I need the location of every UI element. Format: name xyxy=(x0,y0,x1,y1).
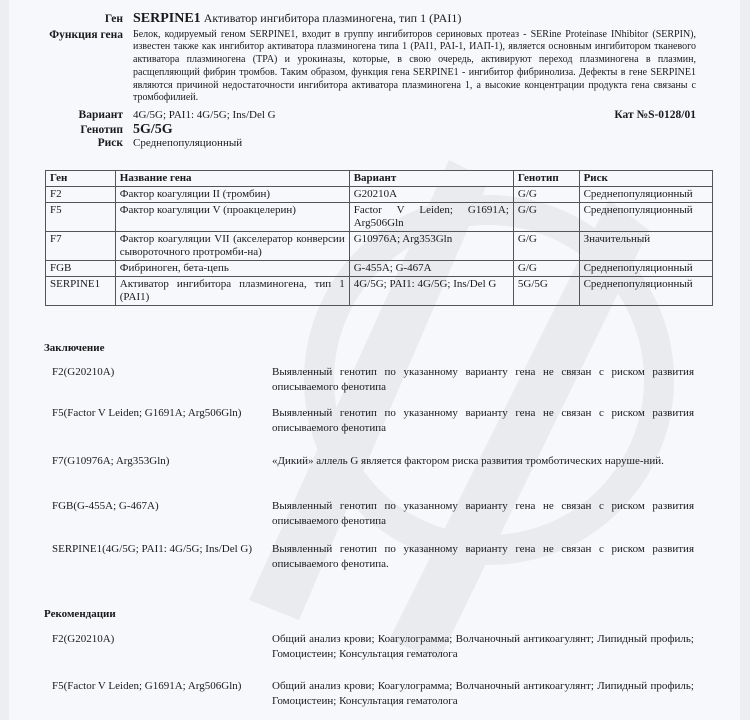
conclusion-text: «Дикий» аллель G является фактором риска развития тромботических наруше-ний. xyxy=(272,455,664,467)
cell-variant: G10976A; Arg353Gln xyxy=(349,232,513,261)
risk-label: Риск xyxy=(97,137,123,150)
recommendations-title: Рекомендации xyxy=(44,608,116,620)
function-text: Белок, кодируемый геном SERPINE1, входит в группу ингибиторов сериновых протеаз - SERine Proteinase INhibitor (SERPIN), известен также как ингибитор активатора плазминогена типа 1 (PAI1, PAI-1, ИАП-1), является основным ингибитором тканевого активатора плазминогена (TPA) и урокиназы, которые, в свою очередь, активируют переход плазминогена в плазмин, расщепляющий фибрин тромбов. Таким образом, функция гена SERPINE1 - ингибитор фибринолиза. Дефекты в гене SERPINE1 являются причиной недостаточности ингибитора активатора плазминогена 1, а высокие концентрации продукта гена связаны с тромбофилией. xyxy=(133,28,696,104)
gene-header xyxy=(9,12,740,151)
cell-variant: G20210A xyxy=(349,187,513,203)
table-header-row xyxy=(46,171,713,187)
conclusion-title: Заключение xyxy=(44,342,105,354)
recommendation-text: Общий анализ крови; Коагулограмма; Волчаночный антикоагулянт; Липидный профиль; Гомоцистеин; Консультация гематолога xyxy=(272,633,694,660)
cell-gene: SERPINE1 xyxy=(46,277,116,306)
table-row xyxy=(46,277,713,306)
conclusion-key: SERPINE1(4G/5G; PAI1: 4G/5G; Ins/Del G) xyxy=(52,543,253,555)
cell-genotype: 5G/5G xyxy=(513,277,579,306)
gene-name: Активатор ингибитора плазминогена, тип 1 (PAI1) xyxy=(203,11,462,25)
recommendation-item xyxy=(52,679,712,709)
conclusion-item xyxy=(52,406,712,436)
catalog-number: Кат №S-0128/01 xyxy=(614,109,696,122)
table-row xyxy=(46,232,713,261)
conclusion-text: Выявленный генотип по указанному варианту гена не связан с риском развития описываемого фенотипа. xyxy=(272,543,694,570)
recommendation-item xyxy=(52,632,712,662)
gene-label: Ген xyxy=(104,13,123,25)
recommendation-key: F5(Factor V Leiden; G1691A; Arg506Gln) xyxy=(52,680,242,692)
cell-variant: Factor V Leiden; G1691A; Arg506Gln xyxy=(349,203,513,232)
cell-genotype: G/G xyxy=(513,203,579,232)
gene-symbol: SERPINE1 xyxy=(133,11,201,26)
cell-gene-name: Фактор коагуляции II (тромбин) xyxy=(115,187,349,203)
recommendation-key: F2(G20210A) xyxy=(52,633,115,645)
cell-gene-name: Фактор коагуляции VII (акселератор конверсии сывороточного протромби-на) xyxy=(115,232,349,261)
function-label: Функция гена xyxy=(49,28,123,41)
col-risk: Риск xyxy=(579,171,712,187)
cell-gene-name: Фибриноген, бета-цепь xyxy=(115,261,349,277)
cell-gene: F2 xyxy=(46,187,116,203)
recommendation-text: Общий анализ крови; Коагулограмма; Волчаночный антикоагулянт; Липидный профиль; Гомоцистеин; Консультация гематолога xyxy=(272,680,694,707)
genotype-value: 5G/5G xyxy=(133,121,173,137)
cell-variant: 4G/5G; PAI1: 4G/5G; Ins/Del G xyxy=(349,277,513,306)
conclusion-text: Выявленный генотип по указанному варианту гена не связан с риском развития описываемого фенотипа xyxy=(272,366,694,393)
genes-table xyxy=(45,170,713,306)
conclusion-text: Выявленный генотип по указанному варианту гена не связан с риском развития описываемого фенотипа xyxy=(272,407,694,434)
cell-risk: Среднепопуляционный xyxy=(579,203,712,232)
cell-risk: Значительный xyxy=(579,232,712,261)
conclusion-key: F7(G10976A; Arg353Gln) xyxy=(52,455,170,467)
col-variant: Вариант xyxy=(349,171,513,187)
cell-gene: FGB xyxy=(46,261,116,277)
cell-genotype: G/G xyxy=(513,261,579,277)
conclusion-key: F2(G20210A) xyxy=(52,366,115,378)
document-page xyxy=(9,0,740,720)
risk-value: Среднепопуляционный xyxy=(133,137,243,150)
conclusion-key: FGB(G-455A; G-467A) xyxy=(52,500,159,512)
conclusion-key: F5(Factor V Leiden; G1691A; Arg506Gln) xyxy=(52,407,242,419)
cell-gene: F7 xyxy=(46,232,116,261)
cell-gene-name: Фактор коагуляции V (проакцелерин) xyxy=(115,203,349,232)
variant-label: Вариант xyxy=(78,109,123,122)
cell-risk: Среднепопуляционный xyxy=(579,187,712,203)
conclusion-item xyxy=(52,499,712,529)
conclusion-text: Выявленный генотип по указанному варианту гена не связан с риском развития описываемого фенотипа xyxy=(272,500,694,527)
cell-risk: Среднепопуляционный xyxy=(579,277,712,306)
cell-gene: F5 xyxy=(46,203,116,232)
cell-gene-name: Активатор ингибитора плазминогена, тип 1 (PAI1) xyxy=(115,277,349,306)
col-genotype: Генотип xyxy=(513,171,579,187)
variant-value: 4G/5G; PAI1: 4G/5G; Ins/Del G xyxy=(133,109,276,122)
cell-genotype: G/G xyxy=(513,232,579,261)
table-row xyxy=(46,261,713,277)
col-gene: Ген xyxy=(46,171,116,187)
genotype-label: Генотип xyxy=(80,123,123,136)
cell-variant: G-455A; G-467A xyxy=(349,261,513,277)
col-gene-name: Название гена xyxy=(115,171,349,187)
conclusion-item xyxy=(52,365,712,395)
conclusion-item xyxy=(52,542,712,572)
cell-genotype: G/G xyxy=(513,187,579,203)
table-row xyxy=(46,187,713,203)
conclusion-item xyxy=(52,454,712,469)
table-row xyxy=(46,203,713,232)
cell-risk: Среднепопуляционный xyxy=(579,261,712,277)
